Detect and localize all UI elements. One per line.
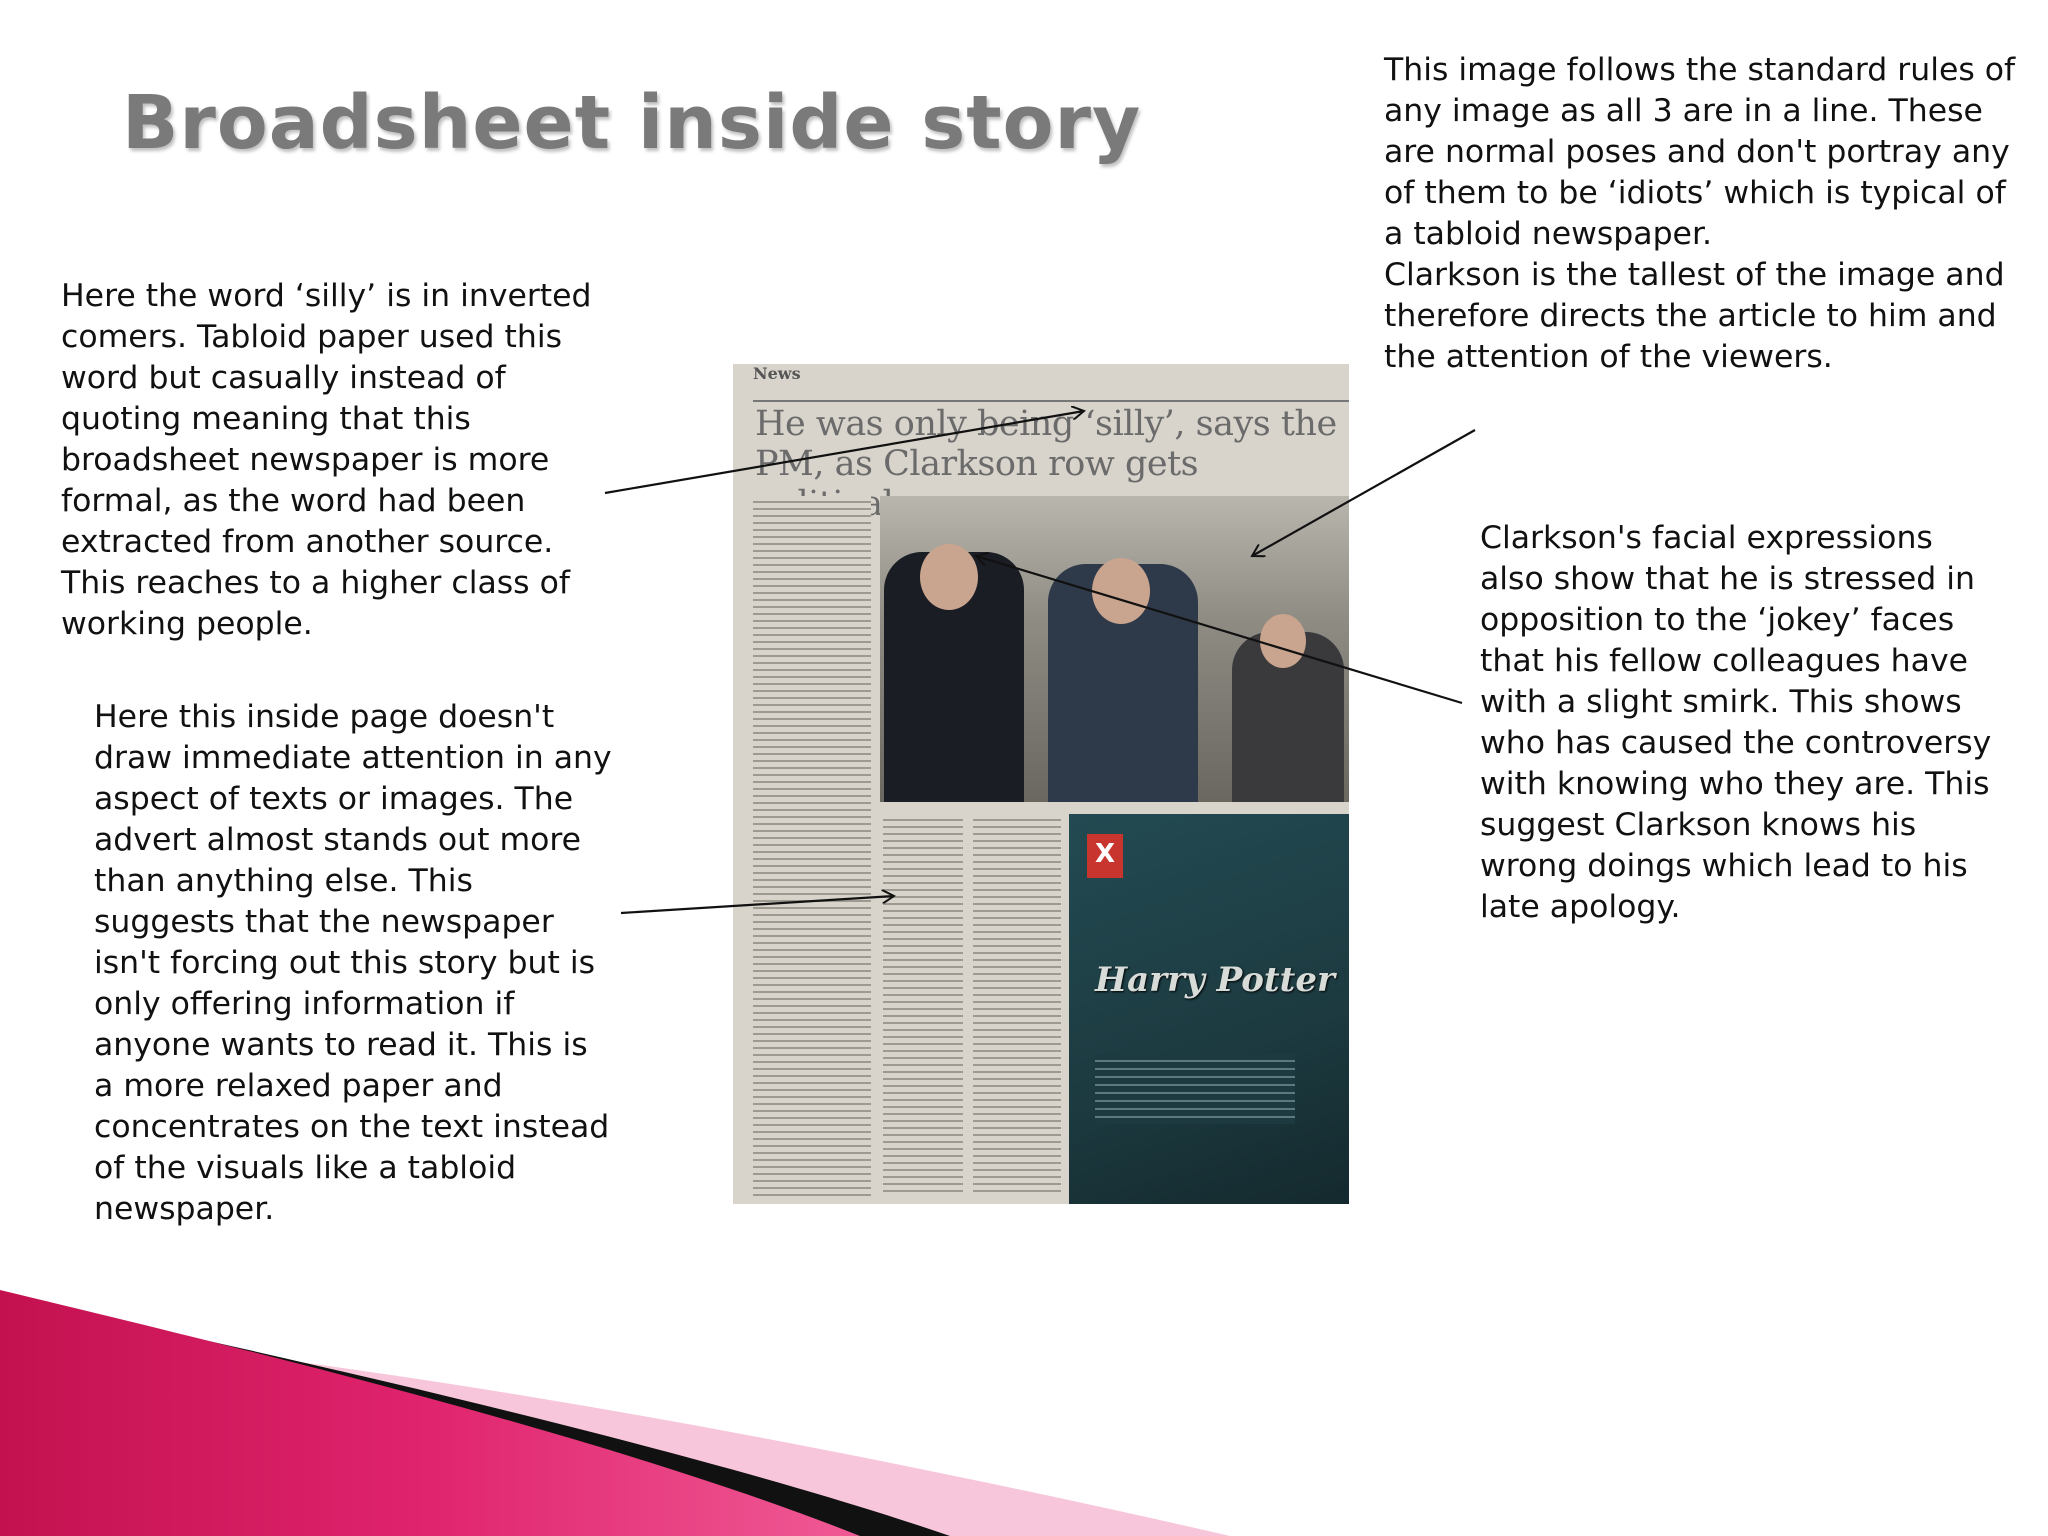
annotation-inside-page: Here this inside page doesn't draw immediate attention in any aspect of texts or images. The advert almost stands out more than anything else. This suggests that the newspaper isn't forcing out this story but is only offering information if anyone wants to read it. This is a more relaxed paper and concentrates on the text instead of the visuals like a tabloid newspaper.	[94, 699, 612, 1227]
clipping-headline: He was only being ‘silly’, says the PM, as Clarkson row gets	[755, 404, 1337, 484]
section-label: News	[753, 364, 801, 383]
advert-logo: X	[1087, 834, 1123, 878]
annotation-silly: Here the word ‘silly’ is in inverted comers. Tabloid paper used this word but casually instead of quoting meaning that this broadsheet newspaper is more formal, as the word had been extracted from another source. This reaches to a higher class of working people.	[61, 278, 592, 642]
swoosh-pink	[0, 1290, 860, 1536]
annotation-facial-expressions: Clarkson's facial expressions also show that he is stressed in opposition to the ‘jokey’ faces that his fellow colleagues have with a slight smirk. This shows who has caused the controversy with knowing who they are. This suggest Clarkson knows his wrong doings which lead to his late apology.	[1480, 520, 1992, 925]
annotation-image-rules: This image follows the standard rules of any image as all 3 are in a line. These are normal poses and don't portray any of them to be ‘idiots’ which is typical of a tabloid newspaper. Clarkson is the tallest of the image and therefore directs the article to him and the attention of the viewers.	[1384, 52, 2016, 375]
slide-title: Broadsheet inside story	[122, 80, 1142, 166]
advert-title: Harry Potter	[1095, 960, 1335, 1000]
